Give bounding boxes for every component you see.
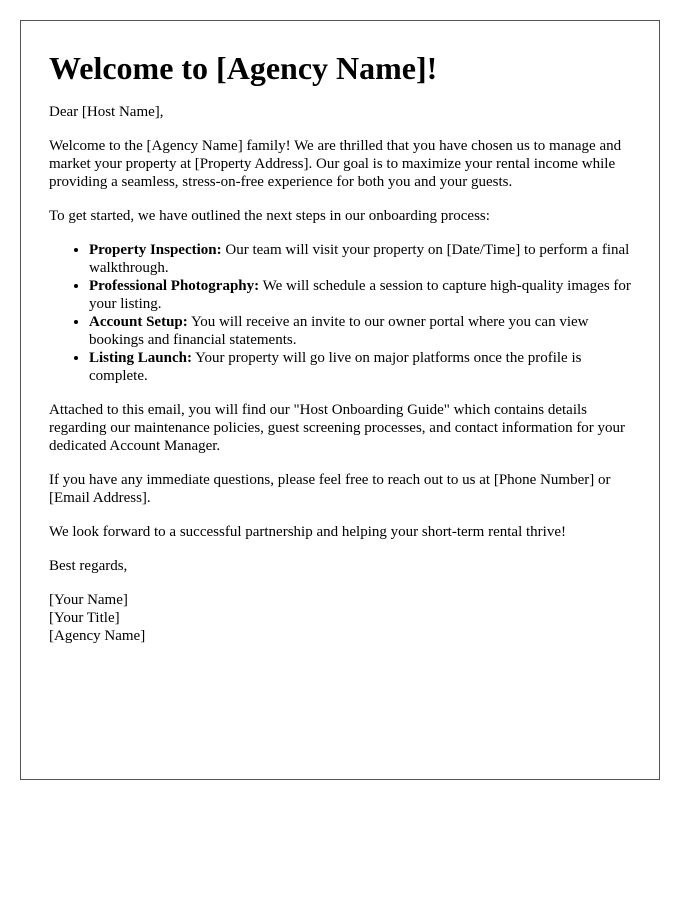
signature-block xyxy=(49,591,631,645)
signature-title: [Your Title] xyxy=(49,610,120,627)
letter-title: Welcome to [Agency Name]! xyxy=(49,50,438,86)
steps-intro: To get started, we have outlined the next steps in our onboarding process: xyxy=(49,208,490,225)
greeting: Dear [Host Name], xyxy=(49,104,164,121)
list-item xyxy=(89,241,631,277)
intro-paragraph: Welcome to the [Agency Name] family! We are thrilled that you have chosen us to manage and market your property at [Property Address]. Our goal is to maximize your rental income while providing a seamless, stress-on-free experience for both you and your guests. xyxy=(49,138,622,191)
step-label: Professional Photography: xyxy=(89,278,260,295)
list-item xyxy=(89,277,631,313)
signature-name: [Your Name] xyxy=(49,592,128,609)
step-label: Account Setup: xyxy=(89,314,188,331)
closing-note: We look forward to a successful partnership and helping your short-term rental thrive! xyxy=(49,524,566,541)
step-text: We will schedule a session to capture high-quality images for your listing. xyxy=(89,278,631,313)
step-text: You will receive an invite to our owner portal where you can view bookings and financial statements. xyxy=(89,314,589,349)
onboarding-steps-list xyxy=(49,241,631,385)
letter-container xyxy=(20,20,660,780)
sign-off: Best regards, xyxy=(49,558,128,575)
attachment-paragraph: Attached to this email, you will find our "Host Onboarding Guide" which contains details regarding our maintenance policies, guest screening processes, and contact information for your dedicated Account Manager. xyxy=(49,402,626,455)
step-text: Your property will go live on major platforms once the profile is complete. xyxy=(89,350,582,385)
signature-agency: [Agency Name] xyxy=(49,628,146,645)
list-item xyxy=(89,349,631,385)
questions-paragraph: If you have any immediate questions, please feel free to reach out to us at [Phone Number] or [Email Address]. xyxy=(49,472,611,507)
step-text: Our team will visit your property on [Date/Time] to perform a final walkthrough. xyxy=(89,242,630,277)
step-label: Listing Launch: xyxy=(89,350,192,367)
list-item xyxy=(89,313,631,349)
step-label: Property Inspection: xyxy=(89,242,222,259)
